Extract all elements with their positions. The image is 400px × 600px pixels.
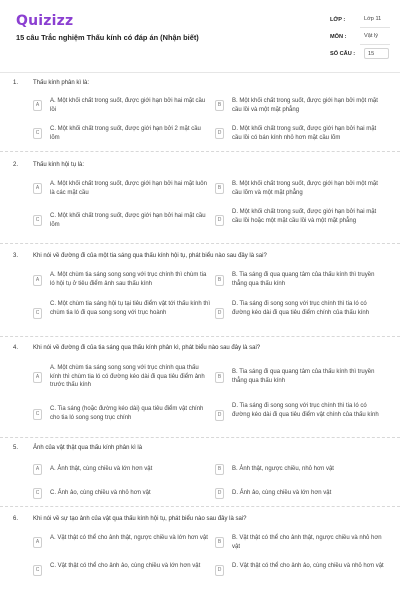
option-text: B. Tia sáng đi qua quang tâm của thấu kính thì truyền thẳng qua thấu kính: [232, 369, 375, 384]
question-number: 2.: [13, 162, 19, 168]
option-letter-badge: B: [215, 100, 224, 111]
option-letter-badge: A: [33, 372, 42, 383]
count-label: SỐ CÂU :: [330, 51, 356, 57]
option-text: B. Một khối chất trong suốt, được giới hạn bởi một mặt cầu lõm và một mặt phẳng: [232, 181, 378, 196]
option-text: A. Ảnh thật, cùng chiều và lớn hơn vật: [50, 466, 153, 472]
option-letter-badge: A: [33, 537, 42, 548]
quizizz-logo[interactable]: Quizizz: [16, 13, 74, 29]
option-text: C. Ảnh ảo, cùng chiều và nhỏ hơn vật: [50, 490, 151, 496]
option-text: B. Vật thật có thể cho ảnh thật, ngược chiều và nhỏ hơn vật: [232, 535, 382, 550]
option-letter-badge: B: [215, 183, 224, 194]
option-text: D. Tia sáng đi song song với trục chính thì tia ló có đường kéo dài đi qua tiêu điểm vật chính của thấu kính: [232, 403, 379, 418]
question-divider: [0, 336, 400, 337]
option-text: D. Một khối chất trong suốt, được giới hạn bởi hai mặt cầu lồi hoặc một mặt cầu lồi và một mặt phẳng: [232, 209, 377, 224]
class-value: Lớp 11: [364, 16, 382, 22]
question-divider: [0, 506, 400, 507]
meta-count-row: [330, 48, 390, 65]
question-text: Khi nói về đường đi của tia sáng qua thấu kính phân kì, phát biểu nào sau đây là sai?: [33, 345, 261, 351]
option-letter-badge: B: [215, 464, 224, 475]
question-number: 3.: [13, 253, 19, 259]
option-letter-badge: C: [33, 488, 42, 499]
question-divider: [0, 243, 400, 244]
question-text: Khi nói về sự tạo ảnh của vật qua thấu kính hội tụ, phát biểu nào sau đây là sai?: [33, 516, 247, 522]
question-number: 1.: [13, 80, 19, 86]
question-divider: [0, 151, 400, 152]
option-letter-badge: A: [33, 275, 42, 286]
subject-label: MÔN :: [330, 34, 347, 40]
option-text: B. Tia sáng đi qua quang tâm của thấu kính thì truyền thẳng qua thấu kính: [232, 272, 375, 287]
meta-class-row: [330, 14, 390, 31]
option-text: C. Vật thật có thể cho ảnh ảo, cùng chiều và lớn hơn vật: [50, 563, 201, 569]
option-text: B. Một khối chất trong suốt, được giới hạn bởi một mặt cầu lồi và một mặt phẳng: [232, 98, 378, 113]
question-number: 6.: [13, 516, 19, 522]
option-letter-badge: C: [33, 128, 42, 139]
option-text: C. Một khối chất trong suốt, được giới hạn bởi hai mặt cầu lõm: [50, 213, 206, 228]
question-text: Khi nói về đường đi của một tia sáng qua thấu kính hội tụ, phát biểu nào sau đây là sai?: [33, 253, 267, 259]
page-title: 15 câu Trắc nghiệm Thấu kính có đáp án (Nhận biết): [16, 33, 199, 42]
class-label: LỚP :: [330, 17, 346, 23]
option-letter-badge: D: [215, 128, 224, 139]
question-number: 4.: [13, 345, 19, 351]
option-letter-badge: D: [215, 565, 224, 576]
option-letter-badge: C: [33, 308, 42, 319]
option-text: D. Ảnh ảo, cùng chiều và lớn hơn vật: [232, 490, 332, 496]
option-text: D. Một khối chất trong suốt, được giới hạn bởi hai mặt cầu lồi có bán kính nhỏ hơn mặt cầu lõm: [232, 126, 377, 141]
option-text: A. Một chùm tia sáng song song với trục chính thì chùm tia ló hội tụ ở tiêu điểm ảnh sau thấu kính: [50, 272, 207, 287]
option-letter-badge: A: [33, 100, 42, 111]
subject-value: Vật lý: [364, 33, 378, 39]
option-letter-badge: C: [33, 215, 42, 226]
option-text: A. Một khối chất trong suốt, được giới hạn bởi hai mặt luôn là các mặt cầu: [50, 181, 207, 196]
count-value: 15: [364, 48, 389, 59]
question-divider: [0, 437, 400, 438]
option-letter-badge: B: [215, 372, 224, 383]
option-text: C. Một khối chất trong suốt, được giới hạn bởi 2 mặt cầu lõm: [50, 126, 201, 141]
option-text: C. Tia sáng (hoặc đường kéo dài) qua tiêu điểm vật chính cho tia ló song song trục chính: [50, 406, 204, 421]
option-letter-badge: A: [33, 183, 42, 194]
option-text: D. Tia sáng đi song song với trục chính thì tia ló có đường kéo dài đi qua tiêu điểm chính của thấu kính: [232, 301, 370, 316]
option-text: D. Vật thật có thể cho ảnh ảo, cùng chiều và nhỏ hơn vật: [232, 563, 384, 569]
worksheet-meta: [330, 14, 390, 65]
option-letter-badge: B: [215, 275, 224, 286]
option-text: A. Một chùm tia sáng song song với trục chính qua thấu kính thì chùm tia ló có đường kéo dài đi qua tiêu điểm ảnh trước thấu kính: [50, 365, 205, 389]
meta-subject-row: [330, 31, 390, 48]
header-divider: [0, 72, 400, 73]
option-text: A. Một khối chất trong suốt, được giới hạn bởi hai mặt cầu lồi: [50, 98, 206, 113]
option-letter-badge: D: [215, 215, 224, 226]
question-text: Thấu kính phân kì là:: [33, 80, 90, 86]
option-letter-badge: D: [215, 410, 224, 421]
option-letter-badge: A: [33, 464, 42, 475]
question-text: Thấu kính hội tụ là:: [33, 162, 85, 168]
option-letter-badge: D: [215, 308, 224, 319]
option-text: B. Ảnh thật, ngược chiều, nhỏ hơn vật: [232, 466, 334, 472]
option-letter-badge: C: [33, 565, 42, 576]
question-text: Ảnh của vật thật qua thấu kính phân kì là: [33, 445, 143, 451]
option-letter-badge: D: [215, 488, 224, 499]
option-text: A. Vật thật có thể cho ảnh thật, ngược chiều và lớn hơn vật: [50, 535, 208, 541]
question-number: 5.: [13, 445, 19, 451]
option-text: C. Một chùm tia sáng hội tụ tại tiêu điểm vật tới thấu kính thì chùm tia ló đi qua song song với trục hoành: [50, 301, 211, 316]
option-letter-badge: B: [215, 537, 224, 548]
option-letter-badge: C: [33, 409, 42, 420]
